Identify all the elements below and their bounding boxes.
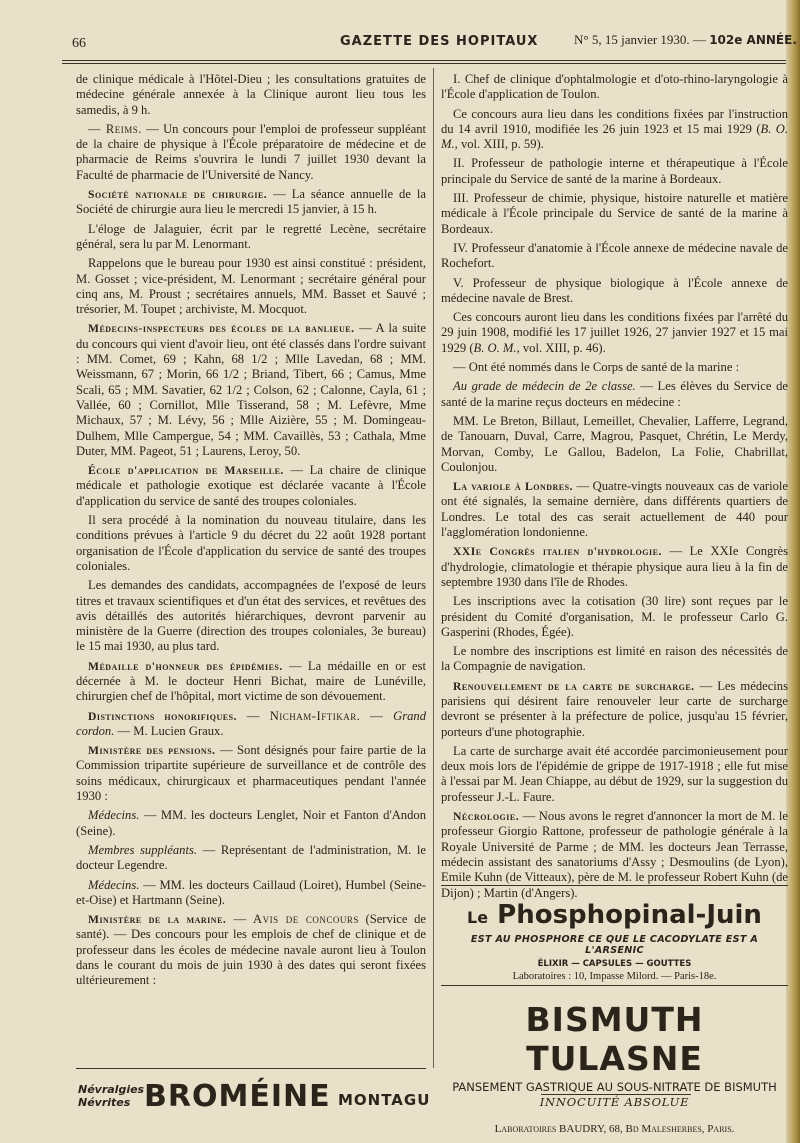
- paragraph: Il sera procédé à la nomination du nouveau titulaire, dans les conditions prévues à l'article 9 du décret du 22 août 1928 portant organisation de l'École d'application du service de santé des troupes coloniales.: [76, 513, 426, 573]
- ad-forms: ÉLIXIR — CAPSULES — GOUTTES: [537, 959, 692, 969]
- ad-bismuth-tulasne: [441, 985, 788, 1135]
- ad-title: Le Phosphopinal-Juin: [467, 900, 762, 930]
- paragraph: Ces concours auront lieu dans les conditions fixées par l'arrêté du 29 juin 1908, modifié les 17 juillet 1926, 27 janvier 1927 et 15 mai 1929 (B. O. M., vol. XIII, p. 46).: [441, 310, 788, 355]
- ad-address: Laboratoires BAUDRY, 68, Bd Malesherbes, Paris.: [494, 1123, 735, 1135]
- paragraph: — Ont été nommés dans le Corps de santé de la marine :: [453, 360, 740, 375]
- ad-brand: MONTAGU: [338, 1091, 431, 1109]
- paragraph: I. Chef de clinique d'ophtalmologie et d'oto-rhino-laryngologie à l'École d'application de Toulon.: [441, 72, 788, 102]
- paragraph: XXIe Congrès italien d'hydrologie. — Le XXIe Congrès d'hydrologie, climatologie et thérapie physique aura lieu à la fin de septembre 1930 dans l'île de Rhodes.: [441, 544, 789, 589]
- paragraph: Médecins. — MM. les docteurs Caillaud (Loiret), Humbel (Seine-et-Oise) et Hartmann (Seine).: [76, 877, 426, 907]
- paragraph: — Reims. — Un concours pour l'emploi de professeur suppléant de la chaire de physique à l'École préparatoire de médecine et de pharmacie de Reims s'ouvrira le lundi 7 juillet 1930 devant la Faculté de pharmacie de l'Université de Nancy.: [76, 121, 426, 182]
- paragraph: École d'application de Marseille. — La chaire de clinique médicale et pathologie exotique est déclarée vacante à l'École d'application du service de santé des troupes coloniales.: [76, 463, 426, 508]
- ad-tagline: EST AU PHOSPHORE CE QUE LE CACODYLATE EST A L'ARSENIC: [470, 934, 759, 956]
- paragraph: Les demandes des candidats, accompagnées de l'exposé de leurs titres et travaux scientifiques et d'un état des services, et revêtues des avis détaillés des autorités hiérarchiques, devront parvenir au ministère de la Guerre (direction des troupes coloniales, 3e bureau) le 15 mai 1930, au plus tard.: [76, 578, 426, 654]
- paragraph: Renouvellement de la carte de surcharge. — Les médecins parisiens qui désirent faire renouveler leur carte de surcharge devront se présenter à la préfecture de police, jusqu'au 15 février, porteurs d'une photographie.: [441, 678, 788, 739]
- issue-info: N° 5, 15 janvier 1930. — 102e ANNÉE.: [574, 32, 797, 47]
- page-number: 66: [72, 36, 86, 51]
- ornament-rule: [541, 1094, 691, 1095]
- paragraph: Médecins. — MM. les docteurs Lenglet, Noir et Fanton d'Andon (Seine).: [76, 808, 426, 838]
- paragraph: de clinique médicale à l'Hôtel-Dieu ; les consultations gratuites de médecine générale annexée à la Clinique auront lieu tous les samedis, à 9 h.: [76, 72, 426, 117]
- paragraph: IV. Professeur d'anatomie à l'École annexe de médecine navale de Rochefort.: [441, 240, 788, 271]
- paragraph: Ministère des pensions. — Sont désignés pour faire partie de la Commission tripartite supérieure de surveillance et de contrôle des soins médicaux, chirurgicaux et pharmaceutiques pendant l'année 1930 :: [76, 743, 427, 804]
- paragraph: Ministère de la marine. — Avis de concours (Service de santé). — Des concours pour les emplois de chef de clinique et de professeur dans les écoles de médecine navale auront lieu à Toulon dans le courant du mois de juin 1930 à des dates qui seront fixées ultérieurement :: [76, 912, 426, 988]
- page-header: [62, 28, 797, 58]
- column-separator: [433, 68, 434, 1068]
- paragraph: MM. Le Breton, Billaut, Lemeillet, Chevalier, Lafferre, Legrand, de Tanouarn, Duval, Carre, Magrou, Pasquet, Chrétin, Le Merdy, Morvan, Comby, Le Gallou, Badelon, La Folie, Chabrillat, Coulonjou.: [441, 413, 788, 474]
- paragraph: Médecins-inspecteurs des écoles de la banlieue. — A la suite du concours qui vient d'avoir lieu, ont été classés dans l'ordre suivant : MM. Comet, 69 ; Kahn, 68 1/2 ; Mlle Lavedan, 68 ; MM. Weissmann, 67 ; Morin, 66 1/2 ; Briand, Tibert, 66 ; Camus, Mme Scali, 65 ; MM. Savatier, 62 1/2 ; Colson, 62 ; Calonne, Cayla, 61 ; Vallée, 60 ; Cornillot, Mlle Tisserand, 58 ; M. Lefèvre, Mme Michaux, 57 ; M. Lévy, 56 ; Mlle Aizière, 55 ; M. Domingeau-Dulhem, Mlle Campergue, 54 ; MM. Cavaillès, 53 ; Cathala, Mme Duter, MM. Pageot, 51 ; Laurens, Leroy, 50.: [76, 321, 426, 458]
- ad-title: BISMUTH TULASNE: [525, 1000, 704, 1078]
- paragraph: Distinctions honorifiques. — Nicham-Iftikar. — Grand cordon. — M. Lucien Graux.: [76, 708, 426, 738]
- paragraph: La variole à Londres. — Quatre-vingts nouveaux cas de variole ont été signalés, la semaine dernière, dans différents quartiers de Londres. Le total des cas serait actuellement de 440 pour l'agglomération londonienne.: [441, 479, 788, 540]
- journal-title: GAZETTE DES HOPITAUX: [340, 34, 539, 49]
- right-column: [441, 72, 788, 905]
- paragraph: Le nombre des inscriptions est limité en raison des nécessités de la Compagnie de navigation.: [441, 644, 788, 674]
- paragraph: Les inscriptions avec la cotisation (30 lire) sont reçues par le président du Comité d'organisation, M. le professeur Carlo G. Gasperini (Rhodes, Égée).: [441, 594, 788, 639]
- page-edge: [786, 0, 800, 1143]
- left-column: [76, 72, 426, 993]
- paragraph: La carte de surcharge avait été accordée parcimonieusement pour deux mois lors de l'épidémie de grippe de 1917-1918 ; elle fut mise à l'essai par M. Jean Chiappe, au début de 1929, sur la suggestion du professeur J.-L. Faure.: [441, 743, 788, 804]
- paragraph: Membres suppléants. — Représentant de l'administration, M. le docteur Legendre.: [76, 842, 426, 873]
- paragraph: II. Professeur de pathologie interne et thérapeutique à l'École principale du Service de santé de la marine à Bordeaux.: [441, 156, 788, 186]
- paragraph: Société nationale de chirurgie. — La séance annuelle de la Société de chirurgie aura lieu le mercredi 15 janvier, à 15 h.: [76, 187, 426, 217]
- ad-indications: Névralgies Névrites: [78, 1083, 145, 1109]
- ad-title: BROMÉINE: [144, 1079, 331, 1114]
- paragraph: Ce concours aura lieu dans les conditions fixées par l'instruction du 14 avril 1910, modifiée les 26 juin 1923 et 15 mai 1929 (B. O. M., vol. XIII, p. 59).: [441, 106, 789, 152]
- header-rule: [62, 60, 786, 61]
- issue-year: 102e ANNÉE.: [709, 33, 797, 47]
- ad-phosphopinal: [441, 885, 788, 986]
- paragraph: V. Professeur de physique biologique à l'École annexe de médecine navale de Brest.: [441, 275, 788, 305]
- paragraph: L'éloge de Jalaguier, écrit par le regretté Lecène, secrétaire général, sera lu par M. Lenormant.: [76, 221, 426, 251]
- paragraph: III. Professeur de chimie, physique, histoire naturelle et matière médicale à l'École principale du Service de santé de la marine à Bordeaux.: [441, 191, 788, 236]
- ad-bromeine: [76, 1068, 431, 1129]
- ad-address: Laboratoires : 10, Impasse Milord. — Paris-18e.: [512, 971, 717, 982]
- paragraph: Rappelons que le bureau pour 1930 est ainsi constitué : président, M. Gosset ; vice-président, M. Lenormant ; secrétaire général pour cinq ans, M. Proust ; secrétaires annuels, MM. Basset et Sauvé ; trésorier, M. Toupet ; archiviste, M. Mocquot.: [76, 256, 426, 317]
- paragraph: Au grade de médecin de 2e classe. — Les élèves du Service de santé de la marine reçus docteurs en médecine :: [441, 379, 788, 409]
- paragraph: Médaille d'honneur des épidémies. — La médaille en or est décernée à M. le docteur Henri Bichat, maire de Lunéville, chirurgien chef de l'hôpital, mort victime de son dévouement.: [76, 658, 426, 704]
- ad-subtitle: PANSEMENT GASTRIQUE AU SOUS-NITRATE DE BISMUTH: [452, 1080, 777, 1094]
- paragraph: Nécrologie. — Nous avons le regret d'annoncer la mort de M. le professeur Giorgio Rattone, professeur de pathologie générale à la Royale Université de Parme ; de MM. les docteurs Jean Terrasse, médecin assistant des sanatoriums d'Assy ; Desmoulins (de Lyon), Emile Kuhn (de Vitteaux), père de M. le professeur Robert Kuhn (de Dijon) ; Martin (d'Angers).: [441, 809, 788, 900]
- header-rule-2: [62, 63, 786, 64]
- ad-claim: INNOCUITÉ ABSOLUE: [539, 1095, 690, 1109]
